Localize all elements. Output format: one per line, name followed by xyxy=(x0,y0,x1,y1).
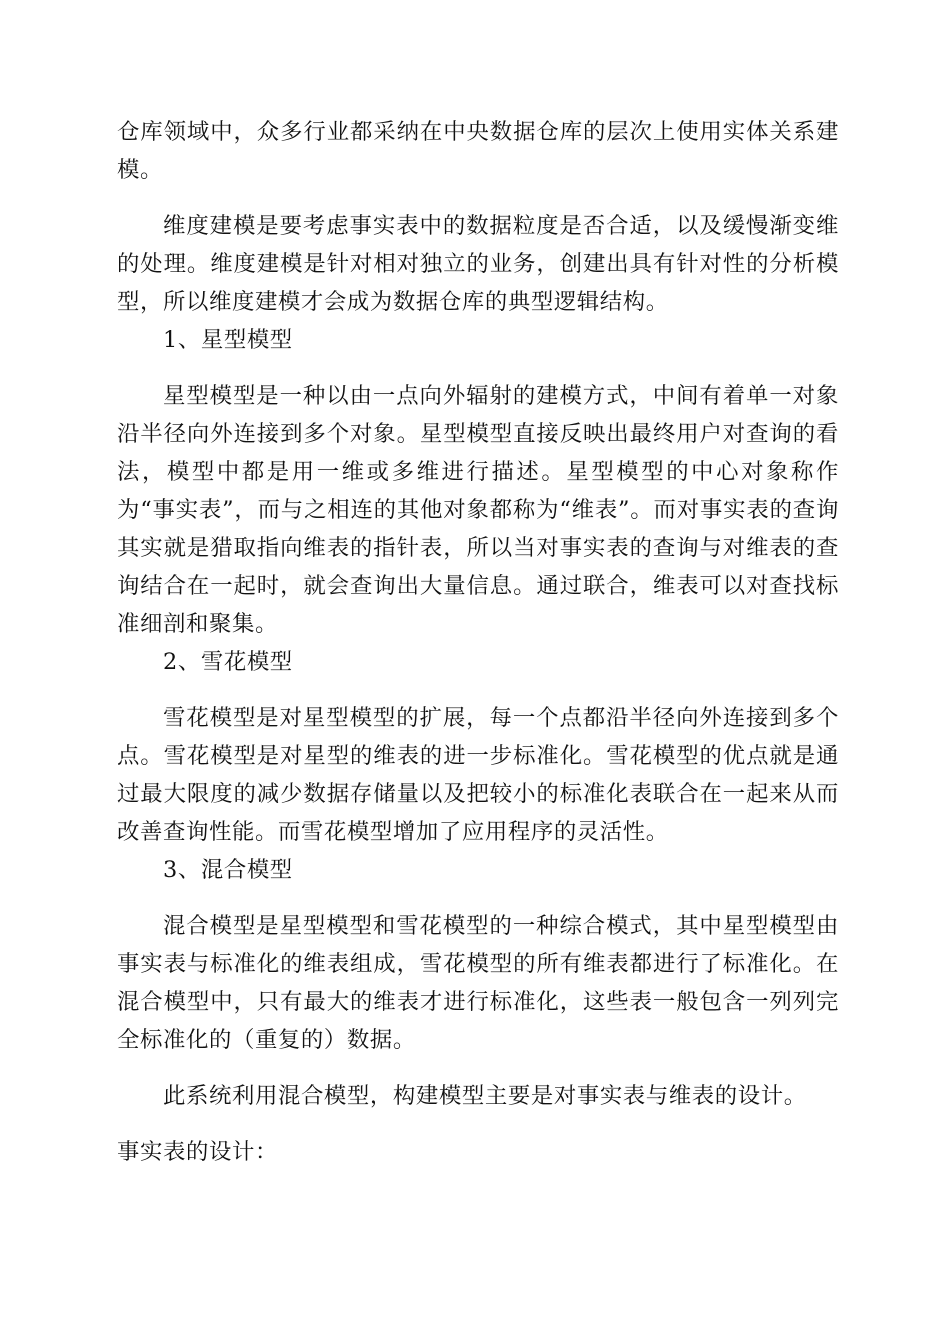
paragraph-star-model: 星型模型是一种以由一点向外辐射的建模方式，中间有着单一对象沿半径向外连接到多个对象。星型模型直接反映出最终用户对查询的看法，模型中都是用一维或多维进行描述。星型模型的中心对象称作为“事实表”，而与之相连的其他对象都称为“维表”。而对事实表的查询其实就是猎取指向维表的指针表，所以当对事实表的查询与对维表的查询结合在一起时，就会查询出大量信息。通过联合，维表可以对查找标准细剖和聚集。 xyxy=(117,383,839,637)
paragraph-fact-table-design: 事实表的设计： xyxy=(117,1139,278,1165)
paragraph-snowflake-model: 雪花模型是对星型模型的扩展，每一个点都沿半径向外连接到多个点。雪花模型是对星型的维表的进一步标准化。雪花模型的优点就是通过最大限度的减少数据存储量以及把较小的标准化表联合在一起来从而改善查询性能。而雪花模型增加了应用程序的灵活性。 xyxy=(117,705,839,845)
paragraph-er-modeling: 仓库领域中，众多行业都采纳在中央数据仓库的层次上使用实体关系建模。 xyxy=(117,119,839,183)
heading-star-model: 1、星型模型 xyxy=(163,327,293,353)
paragraph-system-design: 此系统利用混合模型，构建模型主要是对事实表与维表的设计。 xyxy=(163,1083,807,1109)
document-body xyxy=(117,113,839,1171)
heading-hybrid-model: 3、混合模型 xyxy=(163,857,293,883)
heading-snowflake-model: 2、雪花模型 xyxy=(163,649,293,675)
paragraph-hybrid-model: 混合模型是星型模型和雪花模型的一种综合模式，其中星型模型由事实表与标准化的维表组成，雪花模型的所有维表都进行了标准化。在混合模型中，只有最大的维表才进行标准化，这些表一般包含一列列完全标准化的（重复的）数据。 xyxy=(117,913,839,1053)
paragraph-dimensional-modeling: 维度建模是要考虑事实表中的数据粒度是否合适，以及缓慢渐变维的处理。维度建模是针对相对独立的业务，创建出具有针对性的分析模型，所以维度建模才会成为数据仓库的典型逻辑结构。 xyxy=(117,213,839,315)
